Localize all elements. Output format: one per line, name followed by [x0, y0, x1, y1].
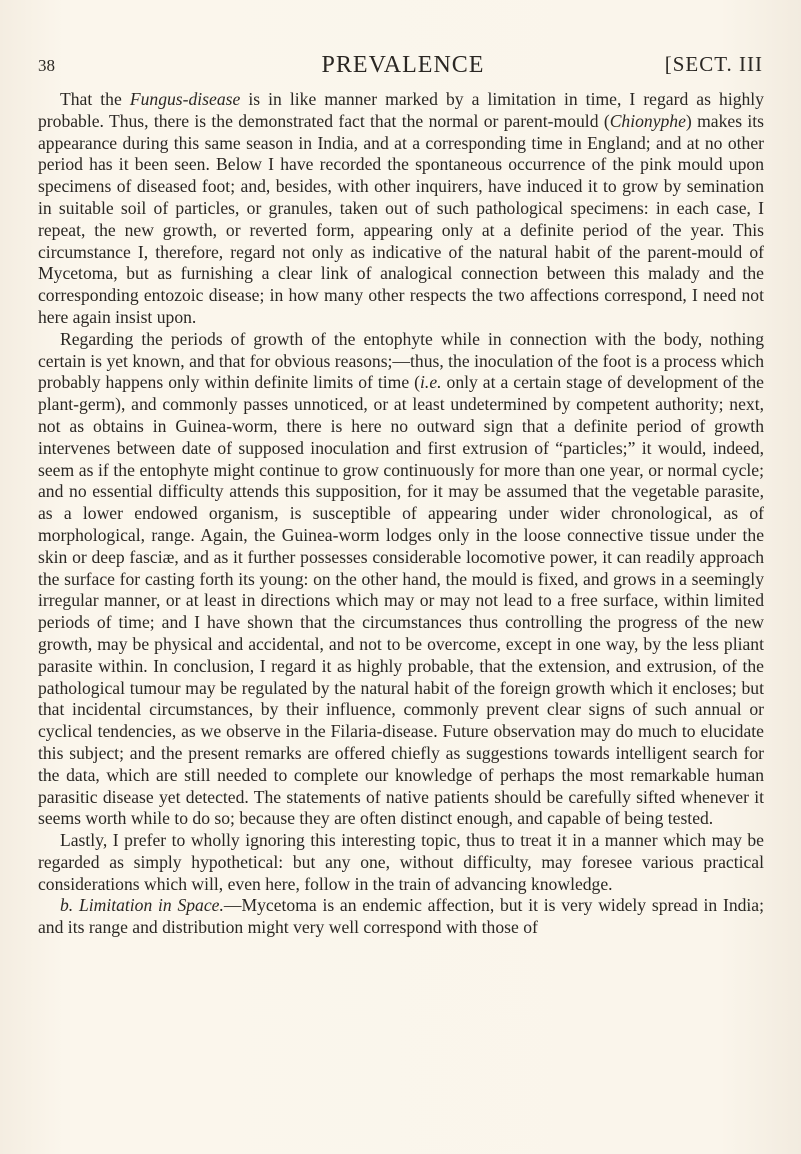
paragraph-3 — [38, 830, 764, 895]
body-text — [38, 89, 764, 939]
paragraph-1-text: is in like manner marked by a limitation in time, I regard as highly probable. Thus, there is the demonstrated fact that the normal or parent-mould ( — [38, 89, 764, 131]
paragraph-4-text: —Mycetoma is an endemic affection, but it is very widely spread in India; and its range and distribution might very well correspond with those of — [38, 895, 764, 938]
paragraph-1 — [38, 89, 764, 329]
paragraph-3-text: Lastly, I prefer to wholly ignoring this interesting topic, thus to treat it in a manner which may be regarded as simply hypothetical: but any one, without difficulty, may foresee various practical considerations which will, even here, follow in the train of advancing knowledge. — [38, 830, 764, 894]
italic-term-ie: i.e. — [420, 372, 442, 393]
paragraph-2 — [38, 329, 764, 830]
running-header — [38, 50, 763, 78]
paragraph-2-text: only at a certain stage of development of the plant-germ), and commonly passes unnoticed, or at least undetermined by competent authority; next, not as obtains in Guinea-worm, there is here no outward sign that a definite period of growth intervenes between date of supposed inoculation and first extrusion of “particles;” it would, indeed, seem as if the entophyte might continue to grow continuously for more than one year, or normal cycle; and no essential difficulty attends this supposition, for it may be assumed that the vegetable parasite, as a lower endowed organism, is susceptible of appearing under wider chronological, as of morphological, range. Again, the Guinea-worm lodges only in the loose connective tissue under the skin or deep fasciæ, and as it further possesses considerable locomotive power, it can readily approach the surface for casting forth its young: on the other hand, the mould is fixed, and grows in a seemingly irregular manner, or at least in directions which may or may not lead to a free surface, within limited periods of time; and I have shown that the circumstances thus controlling the progress of the new growth, may be physical and accidental, and not to be overcome, except in one way, by the less pliant parasite within. In conclusion, I regard it as highly probable, that the extension, and extrusion, of the pathological tumour may be regulated by the natural habit of the foreign growth which it encloses; but that incidental circumstances, by their influence, commonly prevent clear signs of such annual or cyclical tendencies, as we observe in the Filaria-disease. Future observation may do much to elucidate this subject; and the present remarks are offered chiefly as suggestions towards intelligent search for the data, which are still needed to complete our knowledge of perhaps the most remarkable human parasitic disease yet detected. The statements of native patients should be carefully sifted whenever it seems worth while to do so; because they are often distinct enough, and capable of being tested. — [38, 372, 764, 829]
italic-term-chionyphe: Chionyphe — [609, 110, 686, 131]
paragraph-1-text: That the — [60, 89, 130, 109]
subsection-heading: b. Limitation in Space. — [60, 895, 224, 916]
paragraph-2-text: Regarding the periods of growth of the entophyte while in connection with the body, nothing certain is yet known, and that for obvious reasons;—thus, the inoculation of the foot is a process which probably happens only within definite limits of time ( — [38, 328, 764, 393]
paragraph-4 — [38, 895, 764, 939]
paragraph-1-text: ) makes its appearance during this same season in India, and at a corresponding time in England; and at no other period has it been seen. Below I have recorded the spontaneous occurrence of the pink mould upon specimens of diseased foot; and, besides, with other inquirers, have induced it to grow by semination in suitable soil of particles, or granules, taken out of such pathological specimens: in each case, I repeat, the new growth, or reverted form, appearing only at a definite period of the year. This circumstance I, therefore, regard not only as indicative of the natural habit of the parent-mould of Mycetoma, but as furnishing a clear link of analogical connection between this malady and the corresponding entozoic disease; in how many other respects the two affections correspond, I need not here again insist upon. — [38, 110, 765, 327]
section-label: [SECT. III — [664, 52, 763, 76]
running-title: PREVALENCE — [321, 52, 485, 78]
italic-term-fungus-disease: Fungus-disease — [129, 89, 241, 109]
page-number: 38 — [38, 56, 55, 75]
